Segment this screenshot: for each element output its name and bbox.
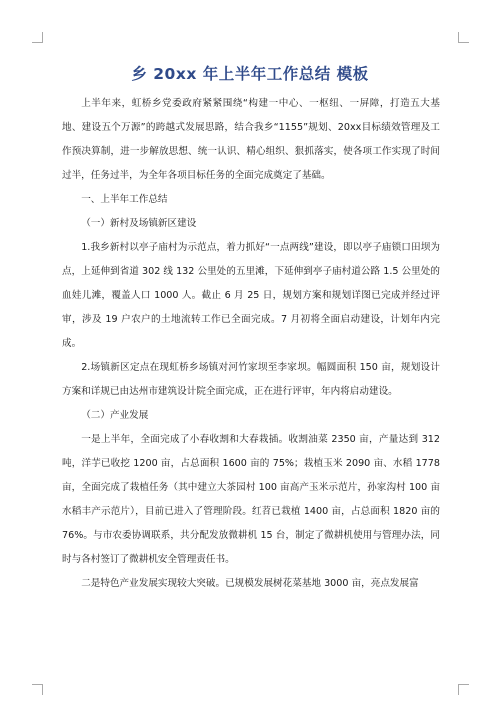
- page-corner-mark: [458, 684, 469, 695]
- page-corner-mark: [32, 32, 43, 43]
- paragraph: 2.场镇新区定点在现虹桥乡场镇对河竹家坝至李家坝。幅圆面积 150 亩，规划设计方案和详规已由达州市建筑设计院全面完成，正在进行评审，年内将启动建设。: [62, 362, 440, 397]
- paragraph: 二是特色产业发展实现较大突破。已规模发展树花菜基地 3000 亩，亮点发展富: [81, 578, 419, 589]
- subsection-heading: （一）新村及场镇新区建设: [81, 218, 197, 229]
- paragraph: 一是上半年，全面完成了小春收割和大春栽插。收割油菜 2350 亩，产量达到 312 吨，洋芋已收挖 1200 亩，占总面积 1600 亩的 75%；栽植玉米 2090 亩、水稻 1778 亩，全面完成了栽植任务（其中建立大茶园村 100 亩高产玉米示范片，孙家沟村 100 亩水稻丰产示范片），目前已进入了管理阶段。红苕已栽植 1400 亩，占总面积 1820 亩的 76%。与市农委协调联系，共分配发放微耕机 15 台，制定了微耕机使用与管理办法，同时与各村签订了微耕机安全管理责任书。: [62, 434, 440, 565]
- document-body: [62, 92, 440, 596]
- page-corner-mark: [458, 32, 469, 43]
- section-heading: 一、上半年工作总结: [81, 194, 168, 205]
- page-corner-mark: [32, 684, 43, 695]
- paragraph: 1.我乡新村以亭子庙村为示范点，着力抓好“一点两线”建设，即以亭子庙锁口田坝为点，上延伸到省道 302 线 132 公里处的五里滩，下延伸到亭子庙村道公路 1.5 公里处的血娃儿滩，覆盖人口 1000 人。截止 6 月 25 日，规划方案和规划详图已完成并经过评审，涉及 19 户农户的土地流转工作已全面完成。7 月初将全面启动建设，计划年内完成。: [62, 242, 440, 349]
- paragraph: 上半年来，虹桥乡党委政府紧紧围绕“构建一中心、一枢纽、一屏障，打造五大基地、建设五个万源”的跨越式发展思路，结合我乡“1155”规划、20xx目标绩效管理及工作预决算制，进一步解放思想、统一认识、精心组织、狠抓落实，使各项工作实现了时间过半，任务过半，为全年各项目标任务的全面完成奠定了基础。: [62, 98, 440, 181]
- subsection-heading: （二）产业发展: [81, 410, 149, 421]
- document-title: 乡 20xx 年上半年工作总结 模板: [131, 65, 369, 83]
